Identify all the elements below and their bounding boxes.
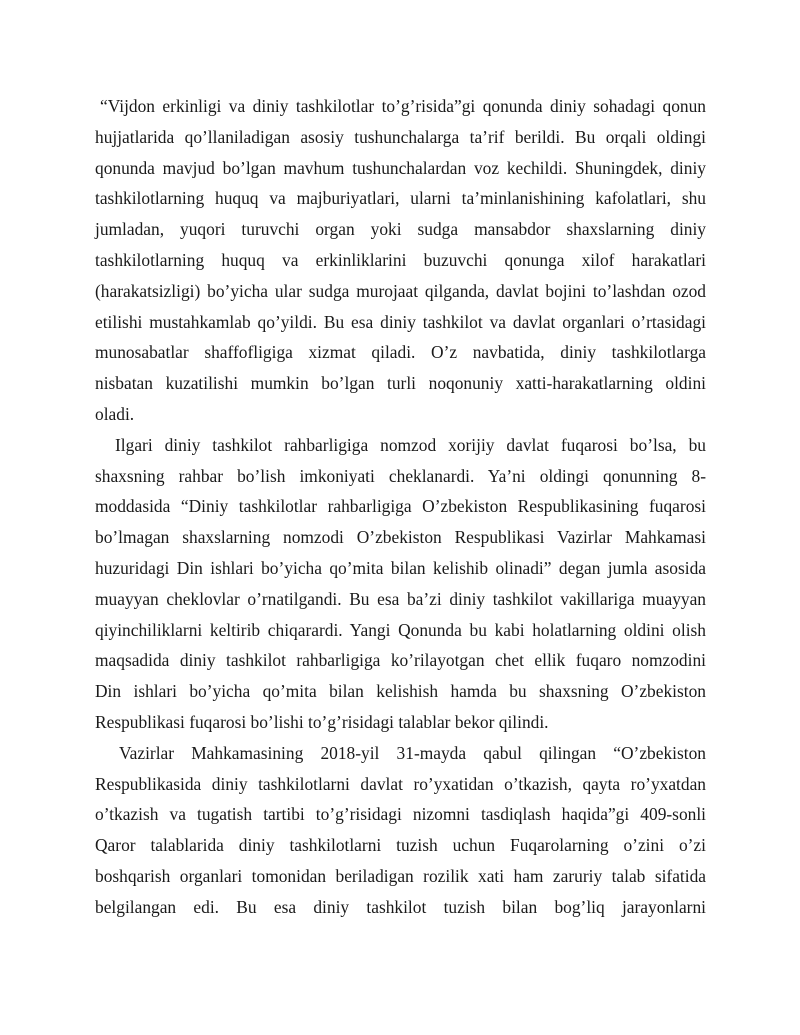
document-page — [95, 91, 706, 923]
text-line: boshqarish organlari tomonidan beriladigan rozilik xati ham zaruriy talab sifatida — [95, 865, 706, 886]
text-line: Respublikasida diniy tashkilotlarni davlat ro’yxatidan o’tkazish, qayta ro’yxatdan — [95, 773, 706, 794]
paragraph-3 — [95, 738, 706, 923]
text-line: belgilangan edi. Bu esa diniy tashkilot tuzish bilan bog’liq jarayonlarni — [95, 896, 706, 917]
text-line: qiyinchiliklarni keltirib chiqarardi. Yangi Qonunda bu kabi holatlarning oldini olish — [95, 619, 706, 640]
text-line: maqsadida diniy tashkilot rahbarligiga ko’rilayotgan chet ellik fuqaro nomzodini — [95, 650, 706, 671]
text-line: jumladan, yuqori turuvchi organ yoki sudga mansabdor shaxslarning diniy — [95, 219, 706, 240]
text-line: muayyan cheklovlar o’rnatilgandi. Bu esa ba’zi diniy tashkilot vakillariga muayyan — [95, 588, 706, 609]
paragraph-1 — [95, 91, 706, 430]
text-line: tashkilotlarning huquq va majburiyatlari, ularni ta’minlanishining kafolatlari, shu — [95, 188, 706, 209]
text-line: qonunda mavjud bo’lgan mavhum tushunchalardan voz kechildi. Shuningdek, diniy — [95, 157, 706, 178]
text-line: Ilgari diniy tashkilot rahbarligiga nomzod xorijiy davlat fuqarosi bo’lsa, bu — [115, 434, 706, 455]
text-line: o’tkazish va tugatish tartibi to’g’risidagi nizomni tasdiqlash haqida”gi 409-sonli — [95, 804, 706, 825]
text-line: Respublikasi fuqarosi bo’lishi to’g’risidagi talablar bekor qilindi. — [95, 711, 549, 732]
text-line: shaxsning rahbar bo’lish imkoniyati cheklanardi. Ya’ni oldingi qonunning 8- — [95, 465, 706, 486]
text-line: Qaror talablarida diniy tashkilotlarni tuzish uchun Fuqarolarning o’zini o’zi — [95, 835, 706, 856]
text-line: “Vijdon erkinligi va diniy tashkilotlar to’g’risida”gi qonunda diniy sohadagi qonun — [100, 96, 706, 116]
text-line: etilishi mustahkamlab qo’yildi. Bu esa diniy tashkilot va davlat organlari o’rtasidagi — [95, 311, 706, 332]
paragraph-2 — [95, 430, 706, 738]
text-line: bo’lmagan shaxslarning nomzodi O’zbekiston Respublikasi Vazirlar Mahkamasi — [95, 527, 706, 548]
text-line: oladi. — [95, 403, 135, 424]
text-line: hujjatlarida qo’llaniladigan asosiy tushunchalarga ta’rif berildi. Bu orqali oldingi — [95, 126, 706, 147]
text-line: nisbatan kuzatilishi mumkin bo’lgan turli noqonuniy xatti-harakatlarning oldini — [95, 373, 706, 394]
text-line: (harakatsizligi) bo’yicha ular sudga murojaat qilganda, davlat bojini to’lashdan ozod — [95, 280, 706, 301]
text-line: Din ishlari bo’yicha qo’mita bilan kelishish hamda bu shaxsning O’zbekiston — [95, 681, 706, 702]
text-line: moddasida “Diniy tashkilotlar rahbarligiga O’zbekiston Respublikasining fuqarosi — [95, 496, 706, 517]
text-line: tashkilotlarning huquq va erkinliklarini buzuvchi qonunga xilof harakatlari — [95, 249, 706, 270]
text-line: Vazirlar Mahkamasining 2018-yil 31-mayda qabul qilingan “O’zbekiston — [119, 742, 706, 763]
text-line: huzuridagi Din ishlari bo’yicha qo’mita bilan kelishib olinadi” degan jumla asosida — [95, 557, 706, 578]
text-line: munosabatlar shaffofligiga xizmat qiladi. O’z navbatida, diniy tashkilotlarga — [95, 342, 706, 363]
